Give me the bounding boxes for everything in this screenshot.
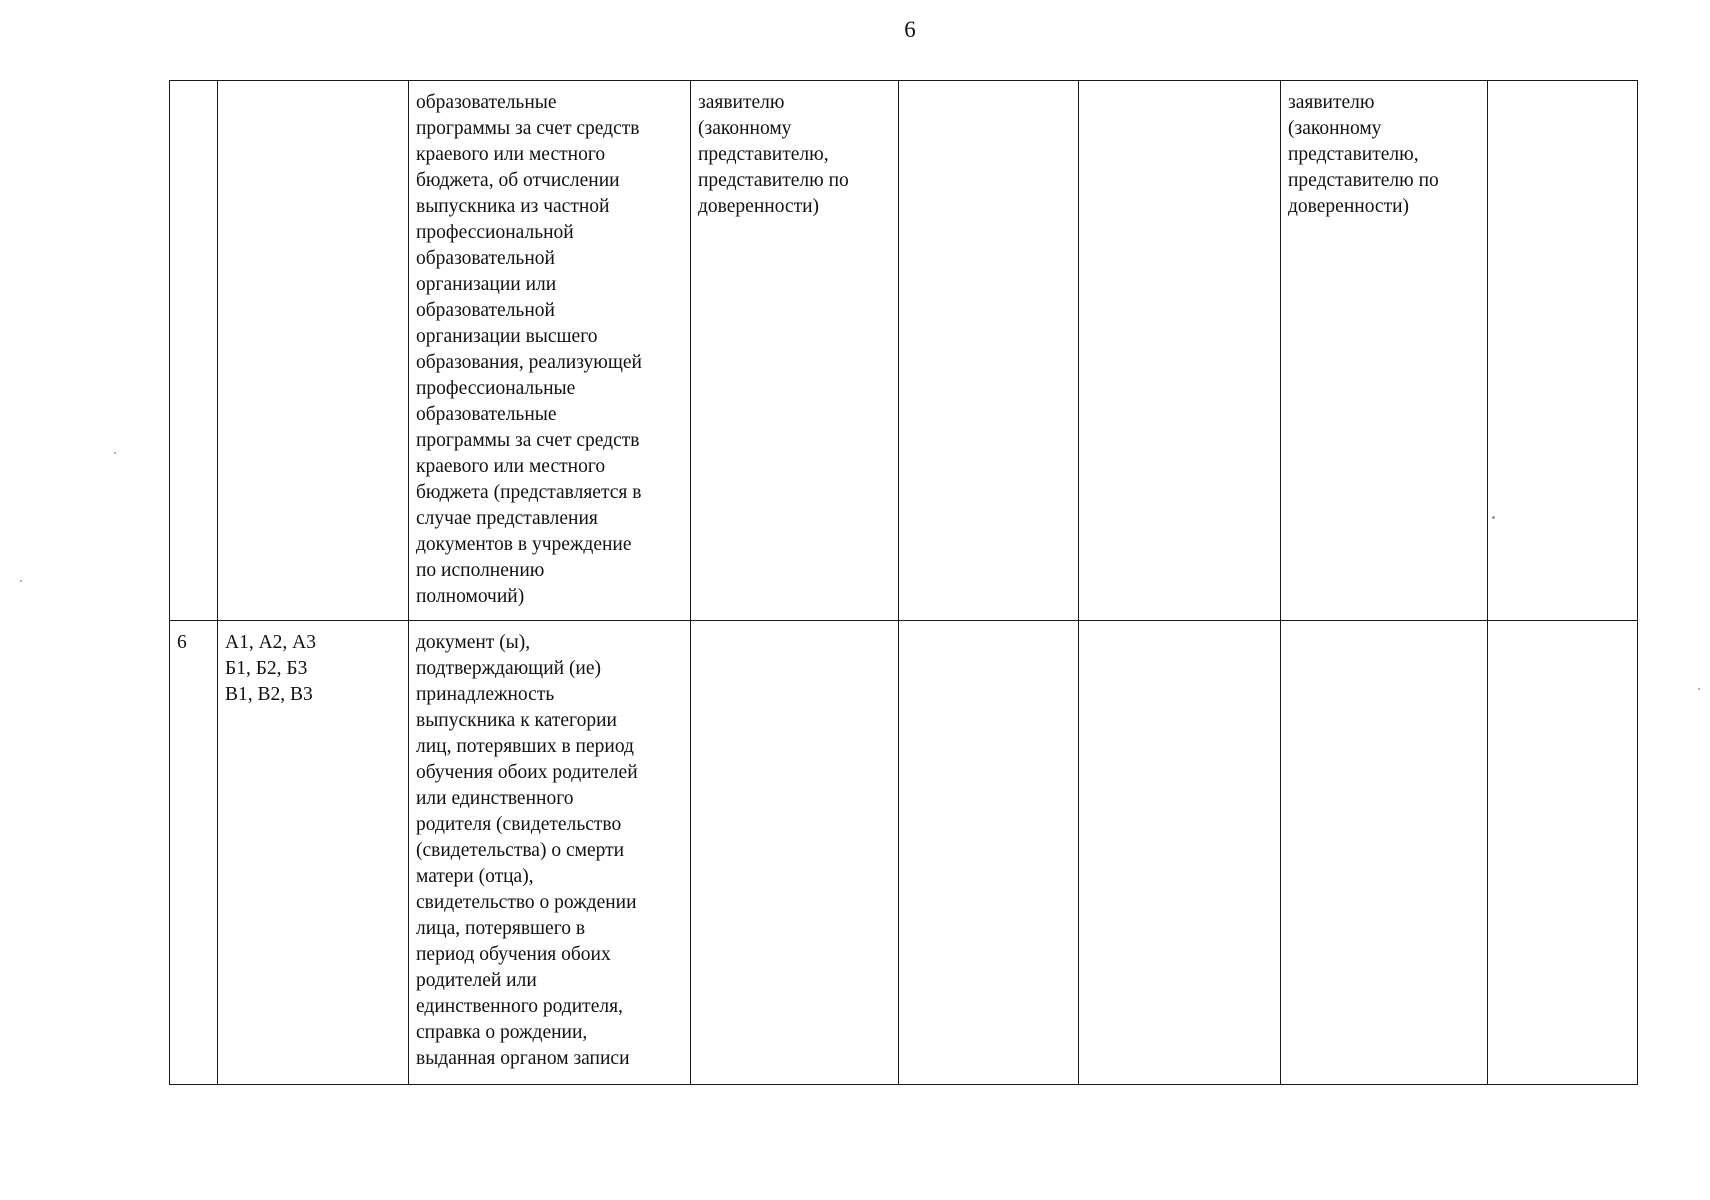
category-codes-cell bbox=[218, 81, 409, 621]
row-number-cell: 6 bbox=[170, 621, 218, 1085]
scan-speck bbox=[1698, 688, 1700, 690]
table-cell-col8 bbox=[1488, 621, 1638, 1085]
scan-speck bbox=[114, 452, 116, 454]
table-cell-col6 bbox=[1079, 81, 1281, 621]
table-cell-col8 bbox=[1488, 81, 1638, 621]
document-description-cell: документ (ы), подтверждающий (ие) принадлежность выпускника к категории лиц, потерявших в период обучения обоих родителей или единственного родителя (свидетельство (свидетельства) о смерти матери (отца), свидетельство о рождении лица, потерявшего в период обучения обоих родителей или единственного родителя, справка о рождении, выданная органом записи bbox=[409, 621, 691, 1085]
scan-speck bbox=[20, 580, 22, 582]
document-description-cell: образовательные программы за счет средств краевого или местного бюджета, об отчислении выпускника из частной профессиональной образовательной организации или образовательной организации высшего образования, реализующей профессиональные образовательные программы за счет средств краевого или местного бюджета (представляется в случае представления документов в учреждение по исполнению полномочий) bbox=[409, 81, 691, 621]
table-row bbox=[170, 621, 1638, 1085]
row-number-cell bbox=[170, 81, 218, 621]
scan-speck bbox=[1492, 516, 1495, 519]
page-number: 6 bbox=[904, 17, 916, 42]
table-cell-col4 bbox=[691, 621, 899, 1085]
document-table bbox=[169, 80, 1638, 1085]
table-row bbox=[170, 81, 1638, 621]
table-cell-col5 bbox=[899, 621, 1079, 1085]
table-cell-col6 bbox=[1079, 621, 1281, 1085]
table-cell-col5 bbox=[899, 81, 1079, 621]
table-cell-col7: заявителю (законному представителю, представителю по доверенности) bbox=[1281, 81, 1488, 621]
table-cell-col7 bbox=[1281, 621, 1488, 1085]
category-codes-cell: А1, А2, А3 Б1, Б2, Б3 В1, В2, В3 bbox=[218, 621, 409, 1085]
table-cell-col4: заявителю (законному представителю, представителю по доверенности) bbox=[691, 81, 899, 621]
